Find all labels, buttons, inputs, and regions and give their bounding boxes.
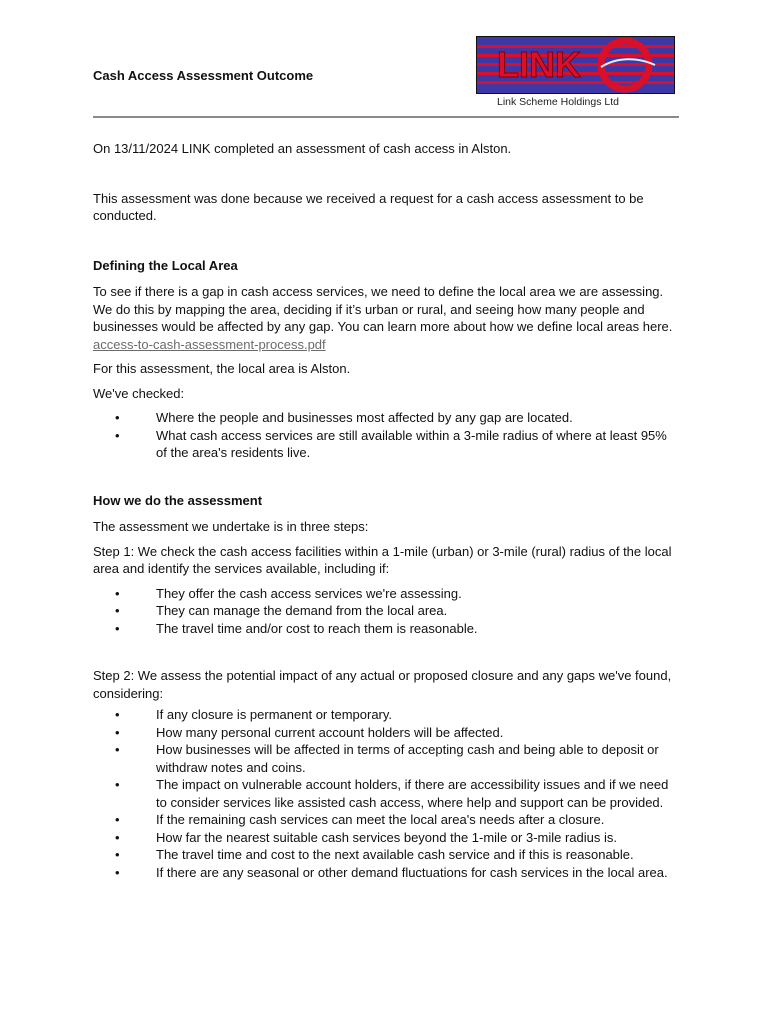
list-item: • If there are any seasonal or other demand fluctuations for cash services in the local area. — [115, 864, 668, 880]
list-item: • How businesses will be affected in terms of accepting cash and being able to deposit or withdraw notes and coins. — [115, 742, 659, 775]
step2-list — [93, 706, 681, 881]
local-area-heading: Defining the Local Area — [93, 257, 238, 273]
list-item: • The impact on vulnerable account holders, if there are accessibility issues and if we need to consider services like assisted cash access, where help and support can be provided. — [115, 777, 669, 810]
bullet-icon: • — [115, 585, 120, 601]
assessment-heading: How we do the assessment — [93, 492, 263, 508]
bullet-icon: • — [115, 707, 120, 722]
bullet-icon: • — [115, 742, 120, 757]
header-divider — [93, 116, 679, 118]
list-item: • If any closure is permanent or temporary. — [115, 707, 393, 722]
list-item: • Where the people and businesses most affected by any gap are located. — [115, 410, 573, 425]
reason-paragraph: This assessment was done because we received a request for a cash access assessment to be conducted. — [93, 190, 644, 223]
list-item: • They can manage the demand from the local area. — [115, 603, 448, 618]
bullet-icon: • — [115, 812, 120, 827]
bullet-icon: • — [115, 410, 120, 425]
company-name: Link Scheme Holdings Ltd — [497, 96, 619, 108]
logo-wordmark: LINK — [497, 44, 581, 85]
process-pdf-link[interactable]: access-to-cash-assessment-process.pdf — [93, 336, 326, 352]
checked-intro: We've checked: — [93, 385, 185, 401]
local-area-paragraph: To see if there is a gap in cash access services, we need to define the local area we are assessing. We do this by mapping the area, deciding if it’s urban or rural, and seeing how many people and businesses would be affected by any gap. You can learn more about how we define local areas here. access-to-cash-assessment-process.pdf — [93, 284, 673, 352]
bullet-icon: • — [115, 427, 120, 443]
local-area-statement: For this assessment, the local area is Alston. — [93, 361, 351, 376]
list-item: • What cash access services are still available within a 3-mile radius of where at least 95% of the area's residents live. — [115, 427, 667, 460]
bullet-icon: • — [115, 620, 120, 636]
step2-paragraph: Step 2: We assess the potential impact of any actual or proposed closure and any gaps we've found, considering: — [93, 668, 672, 701]
list-item: • They offer the cash access services we're assessing. — [115, 585, 462, 601]
bullet-icon: • — [115, 777, 120, 792]
page-title: Cash Access Assessment Outcome — [93, 68, 314, 83]
bullet-icon: • — [115, 724, 120, 740]
document-body — [93, 140, 681, 881]
step1-list — [93, 585, 681, 638]
list-item: • How many personal current account holders will be affected. — [115, 724, 504, 740]
bullet-icon: • — [115, 847, 120, 862]
list-item: • If the remaining cash services can meet the local area's needs after a closure. — [115, 812, 605, 827]
bullet-icon: • — [115, 603, 120, 618]
bullet-icon: • — [115, 829, 120, 845]
link-logo — [476, 36, 675, 94]
list-item: • The travel time and/or cost to reach them is reasonable. — [115, 620, 478, 636]
checked-list — [93, 409, 681, 462]
assessment-intro: The assessment we undertake is in three steps: — [93, 519, 369, 534]
list-item: • How far the nearest suitable cash services beyond the 1-mile or 3-mile radius is. — [115, 829, 617, 845]
intro-paragraph: On 13/11/2024 LINK completed an assessment of cash access in Alston. — [93, 141, 512, 156]
step1-paragraph: Step 1: We check the cash access facilities within a 1-mile (urban) or 3-mile (rural) radius of the local area and identify the services available, including if: — [93, 543, 672, 576]
list-item: • The travel time and cost to the next available cash service and if this is reasonable. — [115, 847, 634, 862]
bullet-icon: • — [115, 864, 120, 880]
